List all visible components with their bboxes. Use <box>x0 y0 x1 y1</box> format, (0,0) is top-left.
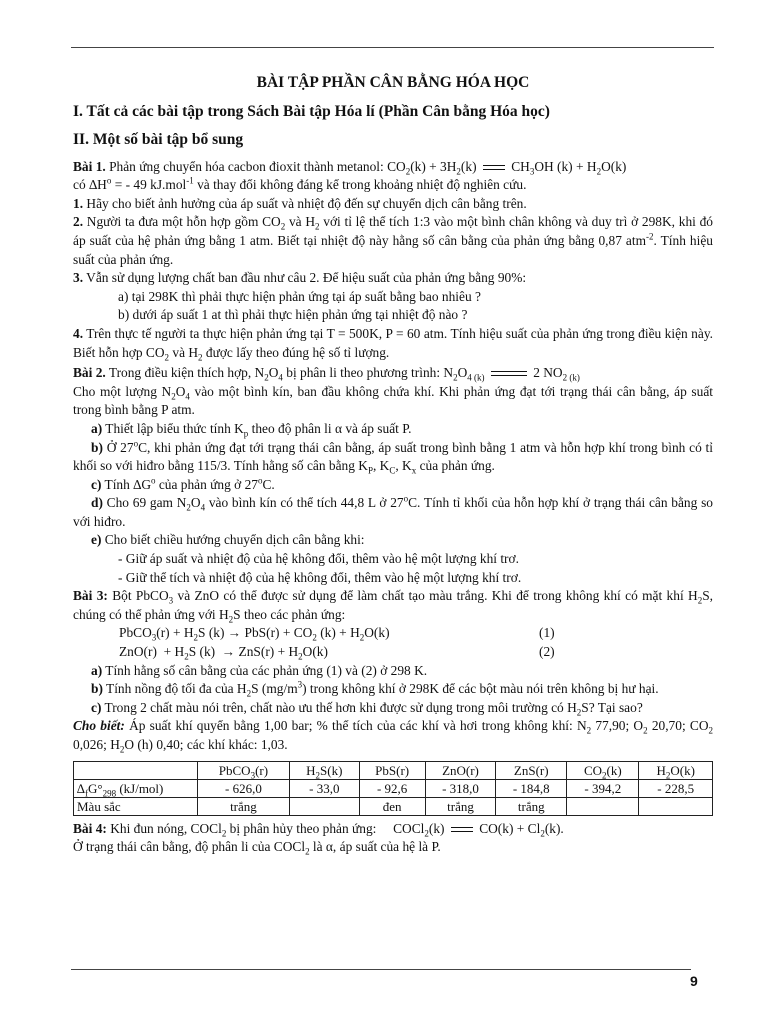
table-cell <box>567 797 639 815</box>
table-header-row <box>74 761 713 779</box>
table-cell: đen <box>359 797 425 815</box>
table-cell: Màu sắc <box>74 797 198 815</box>
table-cell: PbS(r) <box>359 761 425 779</box>
bai3-part-c: c) Trong 2 chất màu nói trên, chất nào ưu thế hơn khi được sử dụng trong môi trường có $H_2S$? Tại sao? <box>91 699 643 718</box>
document-body <box>73 70 713 857</box>
table-cell: trắng <box>198 797 290 815</box>
bai2-part-e-1: - Giữ áp suất và nhiệt độ của hệ không đổi, thêm vào hệ một lượng khí trơ. <box>118 551 519 567</box>
table-cell: - 394,2 <box>567 779 639 797</box>
table-row-color <box>74 797 713 815</box>
bai3-reaction-2 <box>73 643 713 662</box>
table-cell: - 33,0 <box>289 779 359 797</box>
table-cell: - 626,0 <box>198 779 290 797</box>
bai3-intro: Bài 3: Bột PbCO$_3$ và ZnO có thể được sử dụng để làm chất tạo màu trắng. Khi để trong không khí có mặt khí $H_2S$, chúng có thể phản ứng với $H_2S$ theo các phản ứng: <box>73 588 713 625</box>
table-cell: - 318,0 <box>425 779 496 797</box>
bai4-intro: Bài 4: Khi đun nóng, COCl$_2$ bị phân hủy theo phản ứng: COCl$_2$(k) $CO(k) + Cl_2(k)$. <box>73 820 564 839</box>
table-cell <box>74 761 198 779</box>
reaction-equation: $ZnO(r) + H_2S$ $(k) \to ZnS(r) + H_2O(k)$ <box>119 644 328 662</box>
table-cell: PbCO$_3$(r) <box>198 761 290 779</box>
bai2-part-a: a) Thiết lập biểu thức tính $K_p$ theo độ phân li α và áp suất P. <box>91 420 412 439</box>
page-title: BÀI TẬP PHẦN CÂN BẰNG HÓA HỌC <box>256 74 530 91</box>
bai3-part-a: a) Tính hằng số cân bằng của các phản ứng (1) và (2) ở 298 K. <box>91 662 428 678</box>
bai1-enthalpy: có $\Delta H^o$ = - 49 kJ.mol$^{-1}$ và thay đổi không đáng kể trong khoảng nhiệt độ nghiên cứu. <box>73 175 527 193</box>
bai2-intro: Bài 2. Trong điều kiện thích hợp, $N_2O_4$ bị phân li theo phương trình: $N_2O_{4 (k)}$ 2 $NO_{2 (k)}$ <box>73 365 580 383</box>
bai1-question-4: 4. Trên thực tế người ta thực hiện phản ứng tại T = 500K, P = 60 atm. Tính hiệu suất của phản ứng trong điều kiện này. Biết hỗn hợp $CO_2$ và $H_2$ được lấy theo đúng hệ số tỉ lượng. <box>73 325 713 363</box>
table-cell: trắng <box>496 797 567 815</box>
bai1-question-3: 3. Vẫn sử dụng lượng chất ban đầu như câu 2. Để hiệu suất của phản ứng bằng 90%: <box>73 270 527 286</box>
table-cell <box>289 797 359 815</box>
bai3-reaction-1 <box>73 624 713 643</box>
top-rule <box>71 47 714 48</box>
bai1-intro: Bài 1. Phản ứng chuyển hóa cacbon đioxit thành metanol: $CO_2(k) + 3H_2(k)$ $CH_3OH$ $(k) + H_2O(k)$ <box>73 158 627 177</box>
page-number: 9 <box>690 973 698 989</box>
table-cell: $CO_2(k)$ <box>567 761 639 779</box>
section-1-heading: I. Tất cả các bài tập trong Sách Bài tập Hóa lí (Phần Cân bằng Hóa học) <box>73 102 550 120</box>
bai1-question-2: 2. Người ta đưa một hỗn hợp gồm $CO_2$ và $H_2$ với tỉ lệ thể tích 1:3 vào một bình chân không và duy trì ở 298K, khi đó áp suất của hệ phản ứng bằng 1 atm. Biết tại nhiệt độ này hằng số cân bằng của phản ứng bằng 0,87 atm$^{-2}$. Tính hiệu suất của phản ứng. <box>73 214 713 267</box>
bai3-part-b: b) Tính nồng độ tối đa của $H_2S$ $(mg/m^3)$ trong không khí ở 298K để các bột màu nói trên không bị hư hại. <box>91 679 659 699</box>
section-2-heading: II. Một số bài tập bổ sung <box>73 130 244 148</box>
table-cell: - 228,5 <box>639 779 713 797</box>
bai2-part-e-2: - Giữ thể tích và nhiệt độ của hệ không đổi, thêm vào hệ một lượng khí trơ. <box>118 569 522 585</box>
bai2-part-d: d) Cho 69 gam $N_2O_4$ vào bình kín có thể tích 44,8 L ở 27$^o$C. Tính tỉ khối của hỗn hợp khí ở trạng thái cân bằng so với hiđro. <box>73 493 713 529</box>
table-row-gibbs <box>74 779 713 797</box>
table-cell: $H_2O(k)$ <box>639 761 713 779</box>
table-cell: $H_2S(k)$ <box>289 761 359 779</box>
bai2-paragraph: Cho một lượng $N_2O_4$ vào một bình kín, ban đầu không chứa khí. Khi phản ứng đạt tới trạng thái cân bằng, áp suất trong bình bằng P atm. <box>73 383 713 418</box>
table-cell: ZnS(r) <box>496 761 567 779</box>
thermo-data-table <box>73 761 713 816</box>
bai2-part-b: b) Ở 27$^o$C, khi phản ứng đạt tới trạng thái cân bằng, áp suất trong bình bằng 1 atm và hỗn hợp khí trong bình có tỉ khối so với hiđro bằng 115/3. Tính hằng số cân bằng $K_P$, $K_C$, $K_x$ của phản ứng. <box>73 438 713 476</box>
bai4-paragraph: Ở trạng thái cân bằng, độ phân li của COCl$_2$ là α, áp suất của hệ là P. <box>73 839 441 857</box>
table-cell: ZnO(r) <box>425 761 496 779</box>
table-cell <box>639 797 713 815</box>
table-cell: $\Delta_fG^\circ_{298}$ (kJ/mol) <box>74 779 198 797</box>
bai2-part-c: c) Tính $\Delta G^o$ của phản ứng ở 27$^o$C. <box>91 475 275 492</box>
reaction-equation: PbCO$_3$(r) + $H_2S$ $(k) \to PbS(r) + CO_2$ $(k) + H_2O(k)$ <box>119 625 390 644</box>
bai1-question-3a: a) tại 298K thì phải thực hiện phản ứng tại áp suất bằng bao nhiêu ? <box>118 288 481 304</box>
bai1-question-3b: b) dưới áp suất 1 at thì phải thực hiện phản ứng tại nhiệt độ nào ? <box>118 307 468 323</box>
table-cell: trắng <box>425 797 496 815</box>
bai1-question-1: 1. Hãy cho biết ảnh hưởng của áp suất và nhiệt độ đến sự chuyển dịch cân bằng trên. <box>73 195 527 211</box>
reaction-number: (1) <box>539 625 555 641</box>
table-cell: - 92,6 <box>359 779 425 797</box>
bai3-note: Cho biết: Áp suất khí quyển bằng 1,00 bar; % thể tích của các khí và hơi trong không khí: $N_2$ 77,90; $O_2$ 20,70; $CO_2$ 0,026; $H_2O$ (h) 0,40; các khí khác: 1,03. <box>73 718 713 755</box>
table-cell: - 184,8 <box>496 779 567 797</box>
reaction-number: (2) <box>539 644 555 660</box>
bai2-part-e: e) Cho biết chiều hướng chuyển dịch cân bằng khi: <box>91 532 365 548</box>
bottom-rule <box>71 969 691 970</box>
